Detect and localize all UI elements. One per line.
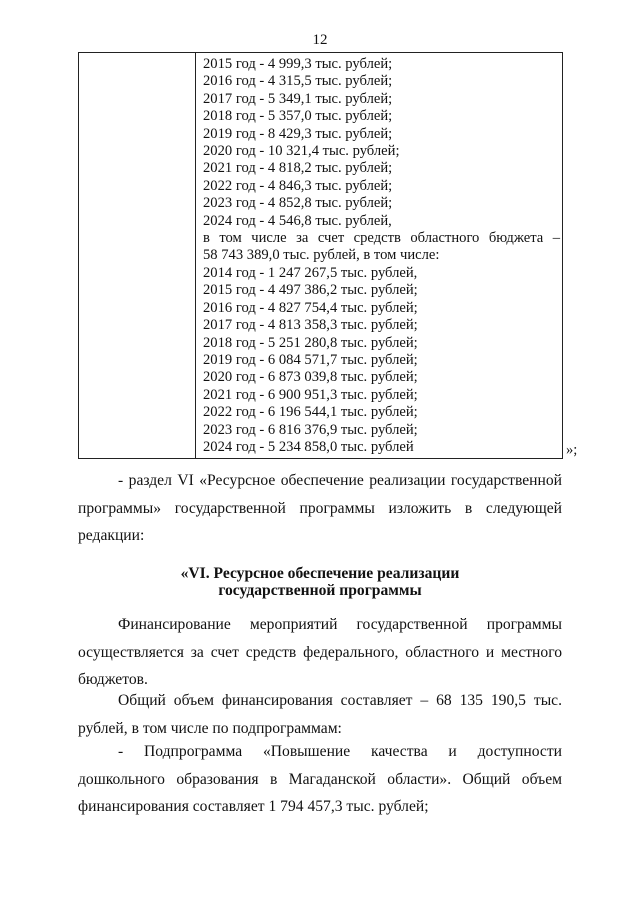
funding-line: 2016 год - 4 827 754,4 тыс. рублей; — [203, 299, 418, 316]
subprogram-paragraph: - Подпрограмма «Повышение качества и доступности дошкольного образования в Магаданской области». Общий объем финансирования составляет 1 794 457,3 тыс. рублей; — [78, 743, 562, 816]
funding-lines — [203, 56, 560, 456]
funding-line: 58 743 389,0 тыс. рублей, в том числе: — [203, 247, 440, 264]
total-volume-paragraph: Общий объем финансирования составляет – 68 135 190,5 тыс. рублей, в том числе по подпрограммам: — [78, 692, 562, 737]
table-value-cell — [196, 53, 563, 458]
funding-line: 2024 год - 5 234 858,0 тыс. рублей — [203, 438, 414, 455]
funding-line: 2017 год - 5 349,1 тыс. рублей; — [203, 90, 393, 107]
funding-line: 2018 год - 5 357,0 тыс. рублей; — [203, 108, 393, 125]
closing-quote: »; — [566, 442, 578, 458]
funding-line: 2018 год - 5 251 280,8 тыс. рублей; — [203, 334, 418, 351]
funding-line: 2017 год - 4 813 358,3 тыс. рублей; — [203, 317, 418, 334]
section-title-line-1: «VI. Ресурсное обеспечение реализации — [180, 565, 460, 582]
financing-sources-paragraph: Финансирование мероприятий государственной программы осуществляется за счет средств федерального, областного и местного бюджетов. — [78, 616, 562, 689]
funding-line: 2021 год - 6 900 951,3 тыс. рублей; — [203, 386, 418, 403]
section-title — [78, 565, 562, 599]
funding-table — [78, 52, 563, 459]
funding-line: 2023 год - 4 852,8 тыс. рублей; — [203, 195, 393, 212]
funding-line: 2015 год - 4 497 386,2 тыс. рублей; — [203, 282, 418, 299]
funding-line: 2023 год - 6 816 376,9 тыс. рублей; — [203, 421, 418, 438]
funding-line: 2015 год - 4 999,3 тыс. рублей; — [203, 56, 393, 72]
funding-line: 2014 год - 1 247 267,5 тыс. рублей, — [203, 264, 418, 281]
page-number: 12 — [312, 32, 328, 48]
funding-line: 2020 год - 10 321,4 тыс. рублей; — [203, 143, 400, 160]
funding-line: 2019 год - 6 084 571,7 тыс. рублей; — [203, 351, 418, 368]
funding-line: 2022 год - 6 196 544,1 тыс. рублей; — [203, 404, 418, 421]
funding-line: 2021 год - 4 818,2 тыс. рублей; — [203, 160, 393, 177]
funding-line: 2024 год - 4 546,8 тыс. рублей, — [203, 212, 392, 229]
section-title-line-2: государственной программы — [218, 582, 422, 599]
amend-intro-paragraph: - раздел VI «Ресурсное обеспечение реализации государственной программы» государственной программы изложить в следующей редакции: — [78, 472, 562, 545]
funding-line: 2019 год - 8 429,3 тыс. рублей; — [203, 125, 393, 142]
funding-line: 2020 год - 6 873 039,8 тыс. рублей; — [203, 369, 418, 386]
table-label-cell — [79, 53, 196, 458]
funding-line: 2022 год - 4 846,3 тыс. рублей; — [203, 177, 393, 194]
funding-line: в том числе за счет средств областного бюджета – — [203, 230, 560, 247]
funding-line: 2016 год - 4 315,5 тыс. рублей; — [203, 73, 393, 90]
